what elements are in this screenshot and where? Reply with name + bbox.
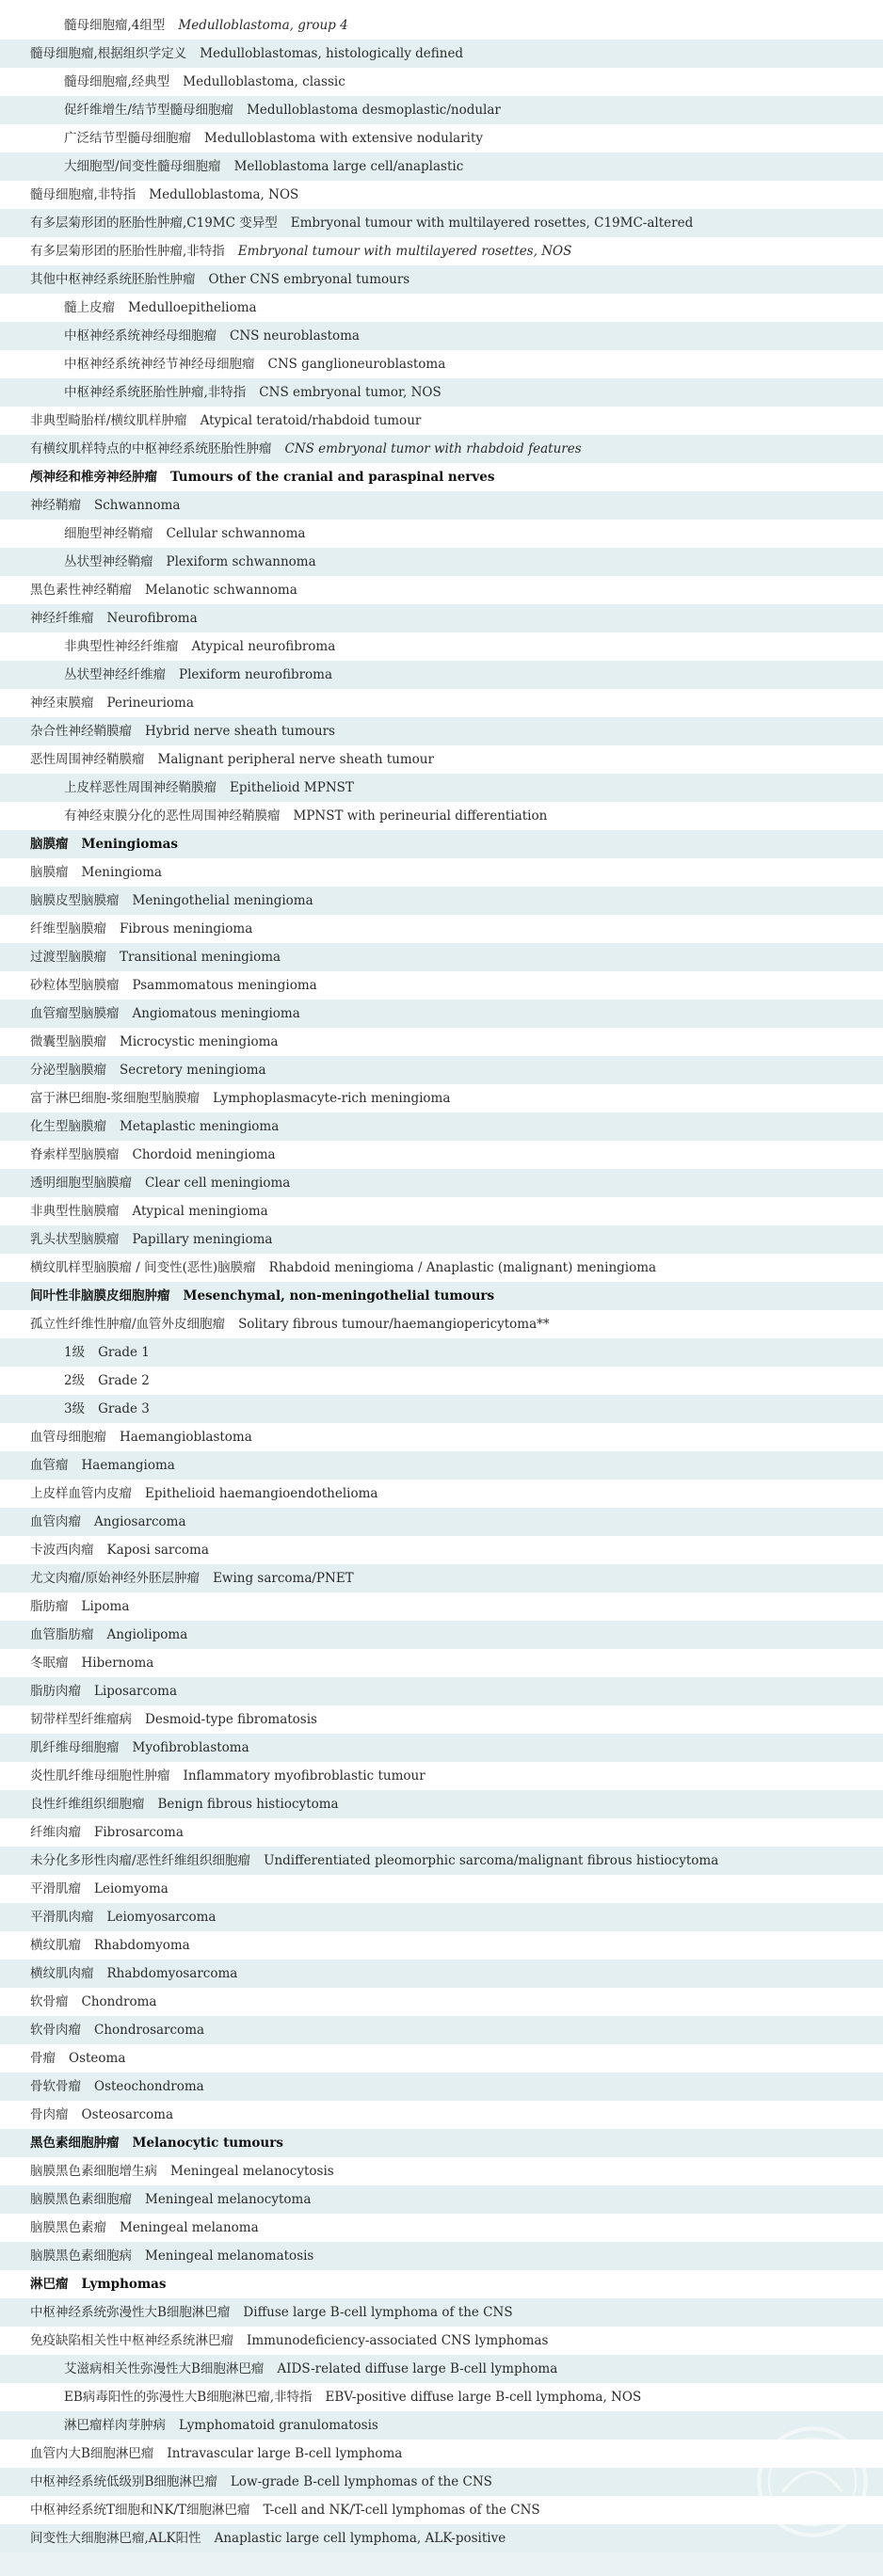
english-term: Epithelioid MPNST	[230, 780, 354, 795]
chinese-term: 脑膜黑色素细胞病	[30, 2248, 132, 2264]
table-row	[0, 943, 883, 971]
table-row	[0, 2327, 883, 2355]
watermark-logo-icon	[753, 2423, 872, 2541]
english-term: CNS ganglioneuroblastoma	[267, 357, 446, 372]
english-term: Embryonal tumour with multilayered rosettes, C19MC-altered	[290, 216, 694, 231]
table-row	[0, 350, 883, 378]
chinese-term: 分泌型脑膜瘤	[30, 1063, 106, 1078]
table-row	[0, 1988, 883, 2016]
english-term: Mesenchymal, non-meningothelial tumours	[183, 1288, 495, 1304]
english-term: Lipoma	[81, 1599, 130, 1614]
table-row	[0, 1931, 883, 1960]
chinese-term: 脂肪肉瘤	[30, 1684, 81, 1699]
section-header-row	[0, 830, 883, 858]
english-term: Schwannoma	[94, 498, 181, 513]
table-row	[0, 1790, 883, 1818]
chinese-term: 肌纤维母细胞瘤	[30, 1740, 120, 1755]
chinese-term: 间变性大细胞淋巴瘤,ALK阳性	[30, 2531, 201, 2546]
english-term: Lymphoplasmacyte-rich meningioma	[213, 1091, 451, 1106]
english-term: Myofibroblastoma	[132, 1740, 249, 1755]
english-term: Hybrid nerve sheath tumours	[145, 724, 335, 739]
english-term: Lymphomas	[81, 2277, 167, 2292]
table-row	[0, 378, 883, 407]
english-term: Secretory meningioma	[120, 1063, 266, 1078]
english-term: Osteoma	[69, 2051, 126, 2066]
chinese-term: 血管肉瘤	[30, 1514, 81, 1529]
chinese-term: 脑膜黑色素细胞瘤	[30, 2192, 132, 2207]
english-term: Melanotic schwannoma	[145, 583, 297, 598]
section-header-row	[0, 1282, 883, 1310]
english-term: Grade 3	[98, 1401, 150, 1416]
english-term: T-cell and NK/T-cell lymphomas of the CNS	[263, 2503, 540, 2518]
english-term: CNS neuroblastoma	[230, 328, 360, 344]
table-row	[0, 2242, 883, 2270]
english-term: Melloblastoma large cell/anaplastic	[233, 159, 464, 174]
english-term: Inflammatory myofibroblastic tumour	[183, 1768, 425, 1784]
table-row	[0, 124, 883, 152]
english-term: Meningeal melanoma	[120, 2220, 259, 2235]
english-term: Chondrosarcoma	[94, 2023, 205, 2038]
english-term: Low-grade B-cell lymphomas of the CNS	[230, 2474, 492, 2489]
chinese-term: 髓母细胞瘤,4组型	[64, 18, 166, 33]
table-row	[0, 520, 883, 548]
chinese-term: 颅神经和椎旁神经肿瘤	[30, 470, 157, 485]
table-row	[0, 1564, 883, 1592]
english-term: Plexiform schwannoma	[166, 554, 316, 569]
english-term: Immunodeficiency-associated CNS lymphomas	[247, 2333, 549, 2348]
chinese-term: 血管脂肪瘤	[30, 1627, 94, 1642]
table-row	[0, 1875, 883, 1903]
table-row	[0, 1169, 883, 1197]
table-row	[0, 1480, 883, 1508]
chinese-term: 中枢神经系统神经母细胞瘤	[64, 328, 217, 344]
english-term: Rhabdomyoma	[94, 1938, 190, 1953]
chinese-term: 中枢神经系统T细胞和NK/T细胞淋巴瘤	[30, 2503, 250, 2518]
chinese-term: 尤文肉瘤/原始神经外胚层肿瘤	[30, 1571, 201, 1586]
chinese-term: 细胞型神经鞘瘤	[64, 526, 153, 541]
english-term: Osteosarcoma	[81, 2107, 174, 2122]
table-row	[0, 1705, 883, 1734]
english-term: Solitary fibrous tumour/haemangiopericytoma**	[238, 1317, 550, 1332]
english-term: Intravascular large B-cell lymphoma	[167, 2446, 403, 2461]
chinese-term: 血管母细胞瘤	[30, 1430, 106, 1445]
english-term: Haemangioma	[81, 1458, 175, 1473]
english-term: Hibernoma	[81, 1656, 154, 1671]
chinese-term: 中枢神经系统弥漫性大B细胞淋巴瘤	[30, 2305, 231, 2320]
english-term: Embryonal tumour with multilayered rosettes, NOS	[237, 244, 572, 259]
chinese-term: 淋巴瘤	[30, 2277, 69, 2292]
table-row	[0, 2185, 883, 2214]
table-row	[0, 1960, 883, 1988]
english-term: Medulloblastoma desmoplastic/nodular	[247, 103, 501, 118]
chinese-term: 血管内大B细胞淋巴瘤	[30, 2446, 154, 2461]
table-row	[0, 1112, 883, 1141]
english-term: Rhabdomyosarcoma	[106, 1966, 238, 1981]
english-term: Benign fibrous histiocytoma	[157, 1797, 339, 1812]
chinese-term: 髓母细胞瘤,经典型	[64, 74, 170, 89]
english-term: Liposarcoma	[94, 1684, 178, 1699]
chinese-term: 软骨瘤	[30, 1994, 69, 2009]
table-row	[0, 858, 883, 887]
english-term: Perineurioma	[106, 696, 194, 711]
chinese-term: 非典型性神经纤维瘤	[64, 639, 179, 654]
table-row	[0, 265, 883, 294]
table-row	[0, 2440, 883, 2468]
chinese-term: 未分化多形性肉瘤/恶性纤维组织细胞瘤	[30, 1853, 251, 1868]
chinese-term: 神经束膜瘤	[30, 696, 94, 711]
chinese-term: 软骨肉瘤	[30, 2023, 81, 2038]
table-row	[0, 2157, 883, 2185]
english-term: AIDS-related diffuse large B-cell lymphoma	[277, 2361, 558, 2376]
english-term: EBV-positive diffuse large B-cell lymphoma, NOS	[325, 2390, 642, 2405]
table-row	[0, 604, 883, 632]
english-term: Medulloblastoma with extensive nodularity	[204, 131, 484, 146]
chinese-term: 髓母细胞瘤,根据组织学定义	[30, 46, 187, 61]
english-term: Medulloblastoma, NOS	[149, 187, 299, 202]
english-term: Plexiform neurofibroma	[179, 667, 333, 682]
chinese-term: 脂肪瘤	[30, 1599, 69, 1614]
chinese-term: 过渡型脑膜瘤	[30, 950, 106, 965]
english-term: Other CNS embryonal tumours	[208, 272, 410, 287]
table-row	[0, 1084, 883, 1112]
table-row	[0, 1141, 883, 1169]
chinese-term: 有多层菊形团的胚胎性肿瘤,C19MC 变异型	[30, 216, 278, 231]
chinese-term: 神经纤维瘤	[30, 611, 94, 626]
english-term: Meningioma	[81, 865, 162, 880]
chinese-term: 髓上皮瘤	[64, 300, 115, 315]
chinese-term: 杂合性神经鞘膜瘤	[30, 724, 132, 739]
english-term: Haemangioblastoma	[120, 1430, 252, 1445]
english-term: Microcystic meningioma	[120, 1034, 279, 1049]
english-term: Chondroma	[81, 1994, 157, 2009]
table-row	[0, 237, 883, 265]
table-row	[0, 971, 883, 1000]
table-row	[0, 1903, 883, 1931]
section-header-row	[0, 463, 883, 491]
table-row	[0, 2411, 883, 2440]
chinese-term: 中枢神经系统神经节神经母细胞瘤	[64, 357, 255, 372]
chinese-term: 间叶性非脑膜皮细胞肿瘤	[30, 1288, 170, 1304]
table-row	[0, 322, 883, 350]
english-term: Tumours of the cranial and paraspinal nerves	[170, 470, 495, 485]
english-term: Medulloblastomas, histologically defined	[200, 46, 464, 61]
table-row	[0, 1536, 883, 1564]
table-row	[0, 181, 883, 209]
chinese-term: 骨瘤	[30, 2051, 56, 2066]
chinese-term: 脑膜瘤	[30, 865, 69, 880]
english-term: Atypical meningioma	[132, 1204, 268, 1219]
chinese-term: 有神经束膜分化的恶性周围神经鞘膜瘤	[64, 808, 281, 824]
chinese-term: 中枢神经系统胚胎性肿瘤,非特指	[64, 385, 247, 400]
table-row	[0, 632, 883, 661]
english-term: Medulloblastoma, group 4	[178, 18, 348, 33]
table-row	[0, 2044, 883, 2072]
table-row	[0, 2016, 883, 2044]
chinese-term: 纤维肉瘤	[30, 1825, 81, 1840]
chinese-term: 横纹肌肉瘤	[30, 1966, 94, 1981]
chinese-term: 血管瘤	[30, 1458, 69, 1473]
table-row	[0, 1338, 883, 1367]
table-row	[0, 2468, 883, 2496]
chinese-term: 卡波西肉瘤	[30, 1543, 94, 1558]
english-term: Psammomatous meningioma	[132, 978, 317, 993]
table-row	[0, 2383, 883, 2411]
english-term: Grade 1	[98, 1345, 150, 1360]
table-row	[0, 1254, 883, 1282]
chinese-term: 2级	[64, 1373, 86, 1388]
english-term: Angiolipoma	[106, 1627, 188, 1642]
chinese-term: 富于淋巴细胞-浆细胞型脑膜瘤	[30, 1091, 201, 1106]
table-row	[0, 1818, 883, 1847]
table-row	[0, 745, 883, 774]
english-term: CNS embryonal tumor with rhabdoid features	[284, 441, 582, 456]
table-rows	[0, 11, 883, 2552]
chinese-term: 横纹肌样型脑膜瘤 / 间变性(恶性)脑膜瘤	[30, 1260, 256, 1275]
chinese-term: 血管瘤型脑膜瘤	[30, 1006, 120, 1021]
table-row	[0, 1677, 883, 1705]
english-term: Fibrous meningioma	[120, 921, 253, 936]
chinese-term: 丛状型神经纤维瘤	[64, 667, 166, 682]
table-row	[0, 407, 883, 435]
english-term: Desmoid-type fibromatosis	[145, 1712, 317, 1727]
section-header-row	[0, 2129, 883, 2157]
chinese-term: 有多层菊形团的胚胎性肿瘤,非特指	[30, 244, 225, 259]
chinese-term: 黑色素细胞肿瘤	[30, 2136, 120, 2151]
table-row	[0, 689, 883, 717]
english-term: Epithelioid haemangioendothelioma	[145, 1486, 378, 1501]
english-term: Kaposi sarcoma	[106, 1543, 209, 1558]
table-row	[0, 2101, 883, 2129]
table-row	[0, 1310, 883, 1338]
chinese-term: 艾滋病相关性弥漫性大B细胞淋巴瘤	[64, 2361, 265, 2376]
table-row	[0, 1367, 883, 1395]
chinese-term: 脑膜黑色素细胞增生病	[30, 2164, 157, 2179]
chinese-term: 冬眠瘤	[30, 1656, 69, 1671]
table-row	[0, 1395, 883, 1423]
table-row	[0, 2298, 883, 2327]
chinese-term: 孤立性纤维性肿瘤/血管外皮细胞瘤	[30, 1317, 226, 1332]
english-term: Diffuse large B-cell lymphoma of the CNS	[243, 2305, 513, 2320]
english-term: Meningeal melanocytosis	[170, 2164, 334, 2179]
english-term: Grade 2	[98, 1373, 150, 1388]
english-term: Neurofibroma	[106, 611, 198, 626]
chinese-term: 脊索样型脑膜瘤	[30, 1147, 120, 1162]
english-term: Ewing sarcoma/PNET	[213, 1571, 354, 1586]
chinese-term: 3级	[64, 1401, 86, 1416]
english-term: Osteochondroma	[94, 2079, 204, 2094]
chinese-term: 微囊型脑膜瘤	[30, 1034, 106, 1049]
english-term: Meningeal melanocytoma	[145, 2192, 312, 2207]
chinese-term: 化生型脑膜瘤	[30, 1119, 106, 1134]
chinese-term: EB病毒阳性的弥漫性大B细胞淋巴瘤,非特指	[64, 2390, 313, 2405]
table-row	[0, 548, 883, 576]
table-row	[0, 2496, 883, 2524]
chinese-term: 恶性周围神经鞘膜瘤	[30, 752, 145, 767]
table-row	[0, 774, 883, 802]
table-row	[0, 1762, 883, 1790]
english-term: Leiomyoma	[94, 1881, 169, 1896]
table-row	[0, 1197, 883, 1225]
table-row	[0, 1649, 883, 1677]
chinese-term: 透明细胞型脑膜瘤	[30, 1176, 132, 1191]
table-row	[0, 1508, 883, 1536]
table-row	[0, 576, 883, 604]
section-header-row	[0, 2270, 883, 2298]
table-row	[0, 2355, 883, 2383]
table-row	[0, 802, 883, 830]
table-row	[0, 1621, 883, 1649]
english-term: Meningiomas	[81, 837, 178, 852]
chinese-term: 有横纹肌样特点的中枢神经系统胚胎性肿瘤	[30, 441, 272, 456]
table-row	[0, 40, 883, 68]
table-row	[0, 209, 883, 237]
english-term: Metaplastic meningioma	[120, 1119, 280, 1134]
table-row	[0, 1423, 883, 1451]
english-term: Papillary meningioma	[132, 1232, 273, 1247]
chinese-term: 骨软骨瘤	[30, 2079, 81, 2094]
chinese-term: 脑膜皮型脑膜瘤	[30, 893, 120, 908]
table-row	[0, 1000, 883, 1028]
chinese-term: 平滑肌肉瘤	[30, 1910, 94, 1925]
chinese-term: 淋巴瘤样肉芽肿病	[64, 2418, 166, 2433]
chinese-term: 上皮样血管内皮瘤	[30, 1486, 132, 1501]
english-term: Anaplastic large cell lymphoma, ALK-positive	[214, 2531, 506, 2546]
english-term: Rhabdoid meningioma / Anaplastic (malignant) meningioma	[268, 1260, 657, 1275]
chinese-term: 促纤维增生/结节型髓母细胞瘤	[64, 103, 234, 118]
chinese-term: 非典型性脑膜瘤	[30, 1204, 120, 1219]
table-row	[0, 1734, 883, 1762]
table-row	[0, 294, 883, 322]
table-row	[0, 1056, 883, 1084]
chinese-term: 神经鞘瘤	[30, 498, 81, 513]
english-term: Transitional meningioma	[120, 950, 281, 965]
table-row	[0, 915, 883, 943]
english-term: CNS embryonal tumor, NOS	[259, 385, 442, 400]
english-term: Cellular schwannoma	[166, 526, 306, 541]
chinese-term: 乳头状型脑膜瘤	[30, 1232, 120, 1247]
table-row	[0, 661, 883, 689]
chinese-term: 炎性肌纤维母细胞性肿瘤	[30, 1768, 170, 1784]
table-row	[0, 1592, 883, 1621]
table-row	[0, 68, 883, 96]
english-term: Angiosarcoma	[94, 1514, 186, 1529]
chinese-term: 非典型畸胎样/横纹肌样肿瘤	[30, 413, 187, 428]
english-term: Melanocytic tumours	[132, 2136, 283, 2151]
table-row	[0, 2072, 883, 2101]
chinese-term: 纤维型脑膜瘤	[30, 921, 106, 936]
chinese-term: 横纹肌瘤	[30, 1938, 81, 1953]
english-term: Meningothelial meningioma	[132, 893, 313, 908]
table-row	[0, 491, 883, 520]
chinese-term: 黑色素性神经鞘瘤	[30, 583, 132, 598]
english-term: Clear cell meningioma	[145, 1176, 291, 1191]
english-term: Meningeal melanomatosis	[145, 2248, 314, 2264]
english-term: Medulloblastoma, classic	[183, 74, 345, 89]
english-term: MPNST with perineurial differentiation	[293, 808, 548, 824]
table-row	[0, 1225, 883, 1254]
chinese-term: 1级	[64, 1345, 86, 1360]
english-term: Lymphomatoid granulomatosis	[179, 2418, 378, 2433]
chinese-term: 骨肉瘤	[30, 2107, 69, 2122]
table-row	[0, 2524, 883, 2552]
chinese-term: 髓母细胞瘤,非特指	[30, 187, 136, 202]
table-row	[0, 435, 883, 463]
chinese-term: 脑膜瘤	[30, 837, 69, 852]
table-row	[0, 96, 883, 124]
table-row	[0, 1847, 883, 1875]
chinese-term: 上皮样恶性周围神经鞘膜瘤	[64, 780, 217, 795]
table-row	[0, 717, 883, 745]
english-term: Malignant peripheral nerve sheath tumour	[157, 752, 434, 767]
chinese-term: 免疫缺陷相关性中枢神经系统淋巴瘤	[30, 2333, 233, 2348]
chinese-term: 丛状型神经鞘瘤	[64, 554, 153, 569]
table-row	[0, 1028, 883, 1056]
table-row	[0, 152, 883, 181]
chinese-term: 广泛结节型髓母细胞瘤	[64, 131, 191, 146]
chinese-term: 其他中枢神经系统胚胎性肿瘤	[30, 272, 196, 287]
table-row	[0, 1451, 883, 1480]
chinese-term: 脑膜黑色素瘤	[30, 2220, 106, 2235]
table-row	[0, 2214, 883, 2242]
chinese-term: 平滑肌瘤	[30, 1881, 81, 1896]
chinese-term: 韧带样型纤维瘤病	[30, 1712, 132, 1727]
english-term: Undifferentiated pleomorphic sarcoma/malignant fibrous histiocytoma	[264, 1853, 719, 1868]
english-term: Angiomatous meningioma	[132, 1006, 300, 1021]
cropped-row-top	[0, 0, 883, 11]
english-term: Atypical neurofibroma	[191, 639, 336, 654]
english-term: Leiomyosarcoma	[106, 1910, 217, 1925]
table-row	[0, 11, 883, 40]
chinese-term: 砂粒体型脑膜瘤	[30, 978, 120, 993]
english-term: Chordoid meningioma	[132, 1147, 276, 1162]
table-row	[0, 887, 883, 915]
english-term: Medulloepithelioma	[128, 300, 257, 315]
chinese-term: 中枢神经系统低级别B细胞淋巴瘤	[30, 2474, 217, 2489]
chinese-term: 大细胞型/间变性髓母细胞瘤	[64, 159, 221, 174]
english-term: Fibrosarcoma	[94, 1825, 184, 1840]
chinese-term: 良性纤维组织细胞瘤	[30, 1797, 145, 1812]
english-term: Atypical teratoid/rhabdoid tumour	[200, 413, 422, 428]
